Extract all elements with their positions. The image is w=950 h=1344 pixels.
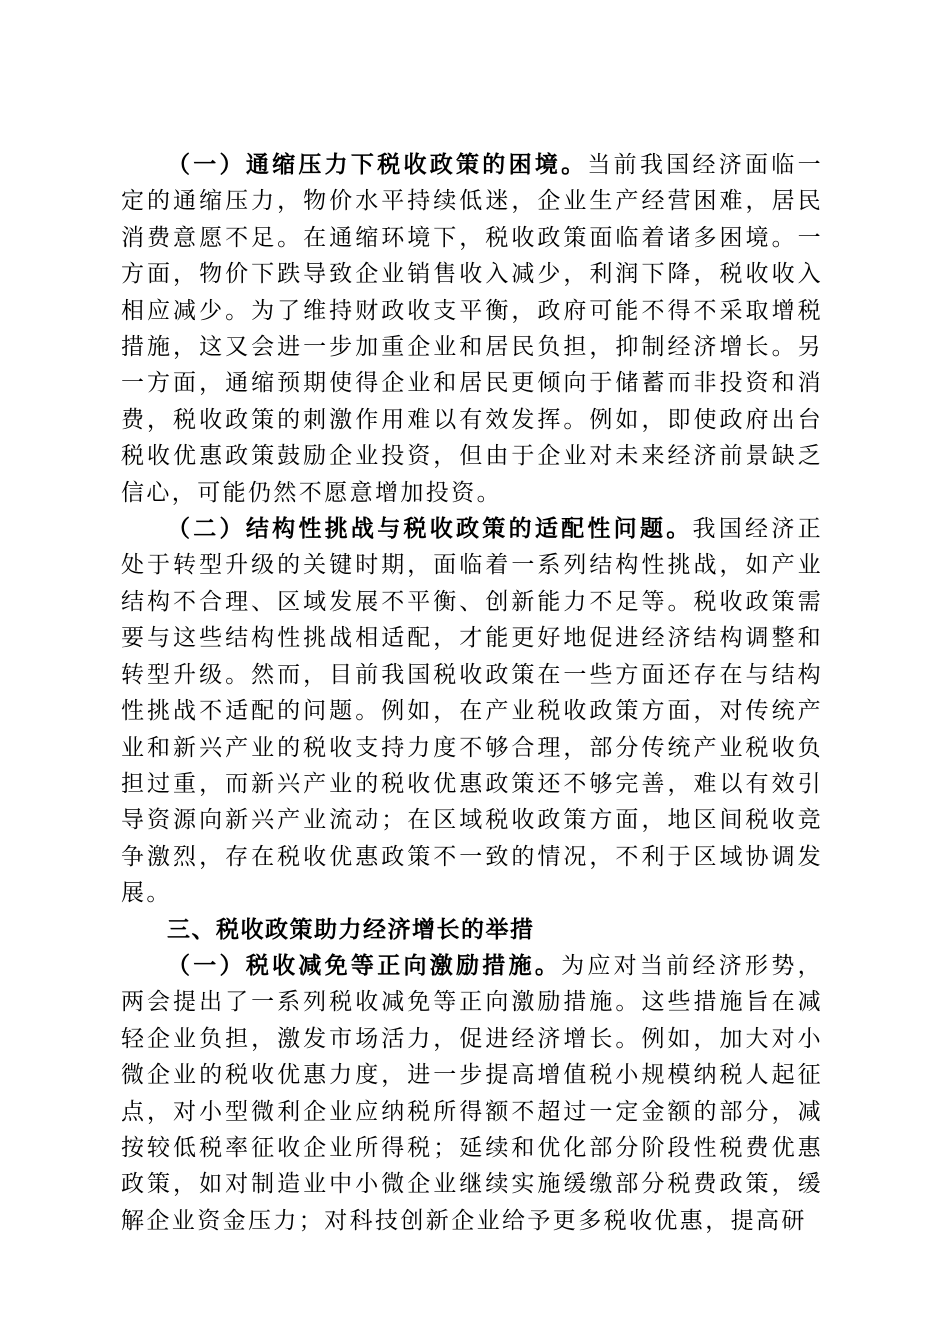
paragraph-body: 当前我国经济面临一定的通缩压力，物价水平持续低迷，企业生产经营困难，居民消费意愿不足。在通缩环境下，税收政策面临着诸多困境。一方面，物价下跌导致企业销售收入减少，利润下降，税收收入相应减少。为了维持财政收支平衡，政府可能不得不采取增税措施，这又会进一步加重企业和居民负担，抑制经济增长。另一方面，通缩预期使得企业和居民更倾向于储蓄而非投资和消费，税收政策的刺激作用难以有效发挥。例如，即使政府出台税收优惠政策鼓励企业投资，但由于企业对未来经济前景缺乏信心，可能仍然不愿意增加投资。 — [121, 152, 823, 506]
paragraph-body: 我国经济正处于转型升级的关键时期，面临着一系列结构性挑战，如产业结构不合理、区域发展不平衡、创新能力不足等。税收政策需要与这些结构性挑战相适配，才能更好地促进经济结构调整和转型升级。然而，目前我国税收政策在一些方面还存在与结构性挑战不适配的问题。例如，在产业税收政策方面，对传统产业和新兴产业的税收支持力度不够合理，部分传统产业税收负担过重，而新兴产业的税收优惠政策还不够完善，难以有效引导资源向新兴产业流动；在区域税收政策方面，地区间税收竞争激烈，存在税收优惠政策不一致的情况，不利于区域协调发展。 — [121, 516, 823, 907]
paragraph-lead: （一）税收减免等正向激励措施。 — [167, 952, 562, 979]
paragraph-tax-incentives — [121, 948, 823, 1239]
paragraph-deflation-dilemma — [121, 147, 823, 511]
paragraph-lead: （一）通缩压力下税收政策的困境。 — [167, 152, 588, 178]
paragraph-body: 为应对当前经济形势，两会提出了一系列税收减免等正向激励措施。这些措施旨在减轻企业负担，激发市场活力，促进经济增长。例如，加大对小微企业的税收优惠力度，进一步提高增值税小规模纳税人起征点，对小型微利企业应纳税所得额不超过一定金额的部分，减按较低税率征收企业所得税；延续和优化部分阶段性税费优惠政策，如对制造业中小微企业继续实施缓缴部分税费政策，缓解企业资金压力；对科技创新企业给予更多税收优惠，提高研 — [121, 952, 823, 1234]
document-page — [121, 147, 823, 1239]
section-heading: 三、税收政策助力经济增长的举措 — [167, 916, 535, 943]
paragraph-structural-challenges — [121, 511, 823, 911]
paragraph-lead: （二）结构性挑战与税收政策的适配性问题。 — [167, 516, 693, 543]
